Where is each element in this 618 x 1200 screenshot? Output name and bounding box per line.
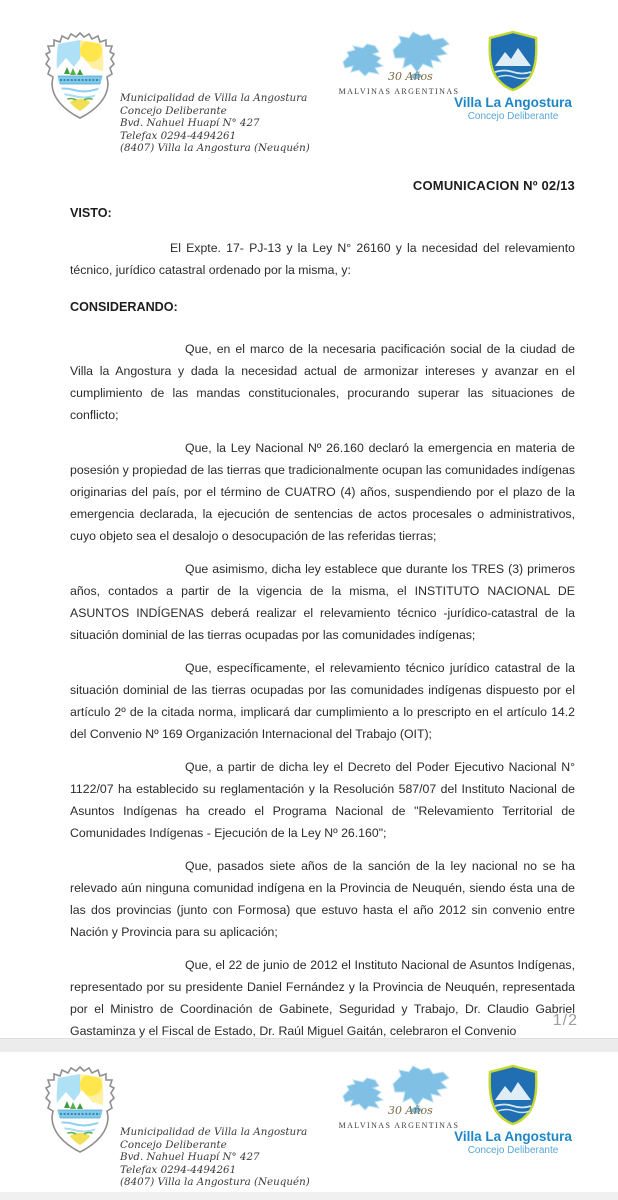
letterhead-text [120,92,320,155]
page-indicator: 1/2 [552,1012,578,1029]
letterhead-page1 [0,28,618,158]
bottom-separator [0,1192,618,1200]
letterhead-org: Municipalidad de Villa la Angostura [120,1126,308,1138]
vla-name-label: Villa La Angostura [454,95,572,110]
vla-name-label: Villa La Angostura [454,1129,572,1144]
letterhead-telefax: Telefax 0294-4494261 [120,129,237,142]
considerando-paragraph: Que, en el marco de la necesaria pacificación social de la ciudad de Villa la Angostura y dada la necesidad actual de armonizar intereses y avanzar en el cumplimiento de las mandas constitucionales, procurando superar las situaciones de conflicto; [70,342,575,422]
vla-subtitle-label: Concejo Deliberante [467,1145,559,1156]
vla-shield-icon [445,30,581,92]
page-separator [0,1038,618,1053]
letterhead-address: Bvd. Nahuel Huapí N° 427 [120,117,260,129]
letterhead-telefax: Telefax 0294-4494261 [120,1163,237,1176]
considerando-paragraph: Que, pasados siete años de la sanción de la ley nacional no se ha relevado aún ninguna comunidad indígena en la Provincia de Neuquén, siendo ésta una de las dos provincias (junto con Formosa) que estuvo hasta el año 2012 sin convenio entre Nación y Provincia para su aplicación; [70,859,575,939]
letterhead-org: Municipalidad de Villa la Angostura [120,92,308,104]
malvinas-anniversary-label: 30 Años [388,1104,433,1117]
considerando-label: CONSIDERANDO: [70,300,178,314]
vla-logo [445,1064,581,1156]
visto-label: VISTO: [70,206,112,220]
considerando-paragraph: Que asimismo, dicha ley establece que durante los TRES (3) primeros años, contados a partir de la vigencia de la misma, el INSTITUTO NACIONAL DE ASUNTOS INDÍGENAS deberá realizar el relevamiento técnico -jurídico-catastral de la situación dominial de las tierras ocupadas por las comunidades indígenas; [70,562,575,642]
municipal-crest-icon [44,1064,116,1161]
malvinas-caption: MALVINAS ARGENTINAS [338,87,460,96]
letterhead-text [120,1126,320,1189]
vla-logo [445,30,581,122]
considerando-paragraph: Que, el 22 de junio de 2012 el Instituto Nacional de Asuntos Indígenas, representado por su presidente Daniel Fernández y la Provincia de Neuquén, representada por el Ministro de Coordinación de Gabinete, Seguridad y Trabajo, Dr. Claudio Gabriel Gastaminza y el Fiscal de Estado, Dr. Raúl Miguel Gaitán, celebraron el Convenio [70,958,575,1038]
letterhead-address: Bvd. Nahuel Huapí N° 427 [120,1151,260,1163]
document-title: COMUNICACION Nº 02/13 [412,178,575,193]
letterhead-city: (8407) Villa la Angostura (Neuquén) [120,1176,310,1188]
document-body [70,206,575,1053]
letterhead-city: (8407) Villa la Angostura (Neuquén) [120,142,310,154]
malvinas-logo [336,28,462,96]
municipal-crest-icon [44,30,116,127]
malvinas-caption: MALVINAS ARGENTINAS [338,1121,460,1130]
vla-subtitle-label: Concejo Deliberante [467,111,559,122]
malvinas-anniversary-label: 30 Años [388,70,433,83]
vla-shield-icon [445,1064,581,1126]
considerando-paragraph: Que, a partir de dicha ley el Decreto del Poder Ejecutivo Nacional N° 1122/07 ha establecido su reglamentación y la Resolución 587/07 del Instituto Nacional de Asuntos Indígenas ha creado el Programa Nacional de "Relevamiento Territorial de Comunidades Indígenas - Ejecución de la Ley Nº 26.160"; [70,760,575,840]
considerando-paragraph: Que, la Ley Nacional Nº 26.160 declaró la emergencia en materia de posesión y propiedad de las tierras que tradicionalmente ocupan las comunidades indígenas originarias del país, por el término de CUATRO (4) años, suspendiendo por el plazo de la emergencia declarada, la ejecución de sentencias de actos procesales o administrativos, cuyo objeto sea el desalojo o desocupación de las referidas tierras; [70,441,575,543]
letterhead-dept: Concejo Deliberante [120,104,227,117]
malvinas-logo [336,1062,462,1130]
considerando-paragraph: Que, específicamente, el relevamiento técnico jurídico catastral de la situación dominial de las tierras ocupadas por las comunidades indígenas dispuesto por el artículo 2º de la citada norma, implicará dar cumplimiento a lo prescripto en el artículo 14.2 del Convenio Nº 169 Organización Internacional del Trabajo (OIT); [70,661,575,741]
letterhead-dept: Concejo Deliberante [120,1138,227,1151]
letterhead-page2 [0,1062,618,1192]
page-2 [0,1052,618,1192]
visto-paragraph: El Expte. 17- PJ-13 y la Ley N° 26160 y la necesidad del relevamiento técnico, jurídico catastral ordenado por la misma, y: [70,241,575,277]
